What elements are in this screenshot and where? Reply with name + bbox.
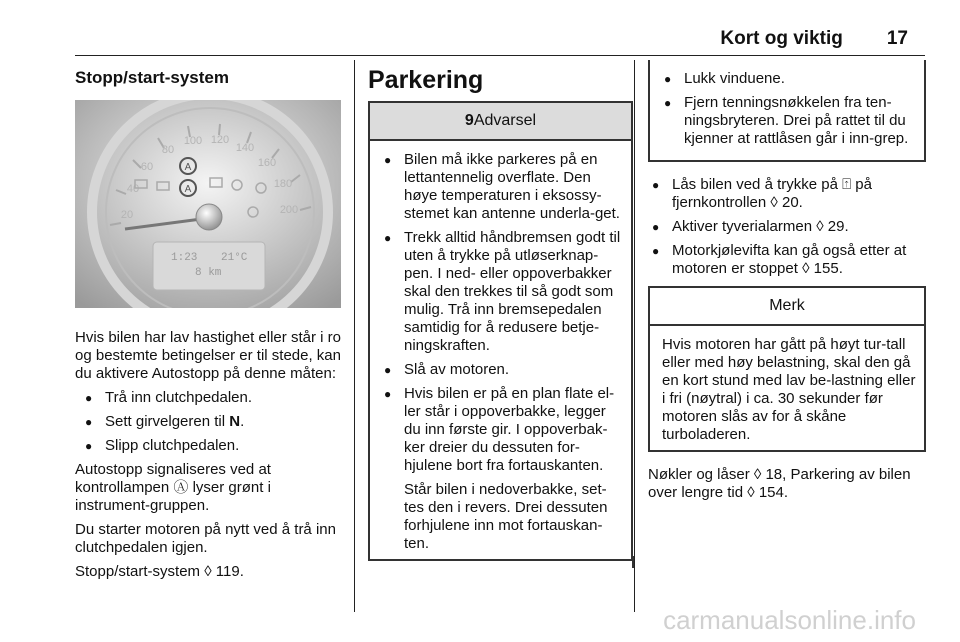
warning-box-header — [370, 103, 631, 141]
page-header — [720, 28, 908, 50]
reference-arrow-icon: ◊ — [816, 218, 824, 235]
speed-label: 200 — [279, 204, 299, 216]
autostop-icon: Ⓐ — [173, 479, 189, 496]
speed-label: 140 — [235, 142, 255, 154]
column-divider — [354, 60, 355, 612]
note-box — [648, 286, 926, 452]
warning-box — [368, 101, 633, 561]
column-parking-continued — [648, 60, 926, 508]
restart-paragraph: Du starter motoren på nytt ved å trå inn clutchpedalen igjen. — [75, 521, 336, 556]
svg-text:A: A — [184, 184, 192, 195]
warning-box-continued — [648, 60, 926, 162]
speed-label: 80 — [161, 144, 175, 156]
list-item: ● Lukk vinduene. — [660, 70, 916, 88]
speed-label: 120 — [210, 134, 230, 146]
gear-letter: N — [229, 413, 241, 430]
autostop-indicator-paragraph: Autostopp signaliseres ved at kontrollampen Ⓐ lyser grønt i instrument-gruppen. — [75, 461, 271, 514]
reference-arrow-icon: ◊ — [753, 466, 762, 483]
column-parking — [368, 60, 633, 561]
reference-arrow-icon: ◊ — [747, 484, 755, 501]
list-item: ● Trekk alltid håndbremsen godt til uten å trykke på utløserknap-pen. I ned- eller oppoverbakker skal den trekkes til så godt som mulig. Trå inn bremsepedalen samtidig for å redusere betje-ningskraften. — [380, 229, 623, 355]
speed-label: 20 — [120, 209, 134, 221]
warning-list-continued — [660, 70, 916, 148]
list-item: ● Slå av motoren. — [380, 361, 623, 379]
reference-arrow-icon: ◊ — [770, 194, 778, 211]
speed-label: 60 — [140, 161, 154, 173]
warning-list — [380, 151, 623, 553]
speed-label: 40 — [126, 183, 140, 195]
display-time: 1:23 — [171, 252, 198, 264]
watermark: carmanualsonline.info — [663, 605, 916, 635]
header-title: Kort og viktig — [720, 28, 843, 49]
display-temp: 21°C — [221, 252, 248, 264]
speed-label: 160 — [257, 157, 277, 169]
list-item: ● Slipp clutchpedalen. — [75, 437, 343, 455]
parking-steps — [648, 176, 926, 278]
reference-arrow-icon: ◊ — [204, 563, 212, 580]
speed-label: 100 — [183, 135, 203, 147]
cross-reference-paragraph: Nøkler og låser ◊ 18, Parkering av bilen over lengre tid ◊ 154. — [648, 466, 911, 501]
warning-title: Advarsel — [473, 112, 537, 129]
intro-paragraph: Hvis bilen har lav hastighet eller står i ro og bestemte betingelser er til stede, kan du aktivere Autostopp på denne måten: — [75, 329, 341, 382]
column-divider — [634, 60, 635, 612]
section-heading-parking: Parkering — [368, 66, 484, 94]
note-title: Merk — [650, 288, 924, 326]
reference-paragraph: Stopp/start-system ◊ 119. — [75, 563, 244, 580]
column-stop-start — [75, 60, 343, 587]
list-item: ● Sett girvelgeren til N. — [75, 413, 343, 431]
page-number: 17 — [886, 28, 908, 49]
list-item: ● Aktiver tyverialarmen ◊ 29. — [648, 218, 926, 236]
reference-arrow-icon: ◊ — [802, 260, 810, 277]
list-item: ● Lås bilen ved å trykke på ⍐ på fjernkontrollen ◊ 20. — [648, 176, 926, 212]
display-distance: 8 km — [195, 267, 222, 279]
lock-button-icon: ⍐ — [842, 176, 852, 193]
list-item-continuation: Står bilen i nedoverbakke, set-tes den i revers. Drei dessuten forhjulene inn mot fortauskan-ten. — [404, 481, 608, 552]
svg-text:A: A — [184, 162, 192, 173]
warning-icon: 9 — [464, 112, 474, 129]
instrument-cluster-photo — [75, 100, 341, 308]
list-item: ● Trå inn clutchpedalen. — [75, 389, 343, 407]
list-item: ● Bilen må ikke parkeres på en lettantennelig overflate. Den høye temperaturen i eksossy-stemet kan antenne underla-get. — [380, 151, 623, 223]
note-text: Hvis motoren har gått på høyt tur-tall eller med høy belastning, skal den gå en kort stund med lav be-lastning eller i fri (nøytral) i ca. 30 sekunder før motoren slås av for å skåne turboladeren. — [662, 336, 916, 443]
list-item: ● Motorkjølevifta kan gå også etter at motoren er stoppet ◊ 155. — [648, 242, 926, 278]
autostop-steps — [75, 389, 343, 455]
section-heading-stop-start: Stopp/start-system — [75, 68, 229, 87]
header-rule — [75, 55, 925, 56]
list-item: ● Fjern tenningsnøkkelen fra ten-ningsbryteren. Drei på rattet til du kjenner at rattlåsen går i inn-grep. — [660, 94, 916, 148]
speed-label: 180 — [273, 178, 293, 190]
list-item: ● Hvis bilen er på en plan flate el-ler står i oppoverbakke, legger du inn første gir. I oppoverbak-ker dreier du dessuten for-hjulene bort fra fortauskanten. Står bilen i nedoverbakke, set-tes den i revers. Drei dessuten forhjulene inn mot fortauskan-ten. — [380, 385, 623, 553]
